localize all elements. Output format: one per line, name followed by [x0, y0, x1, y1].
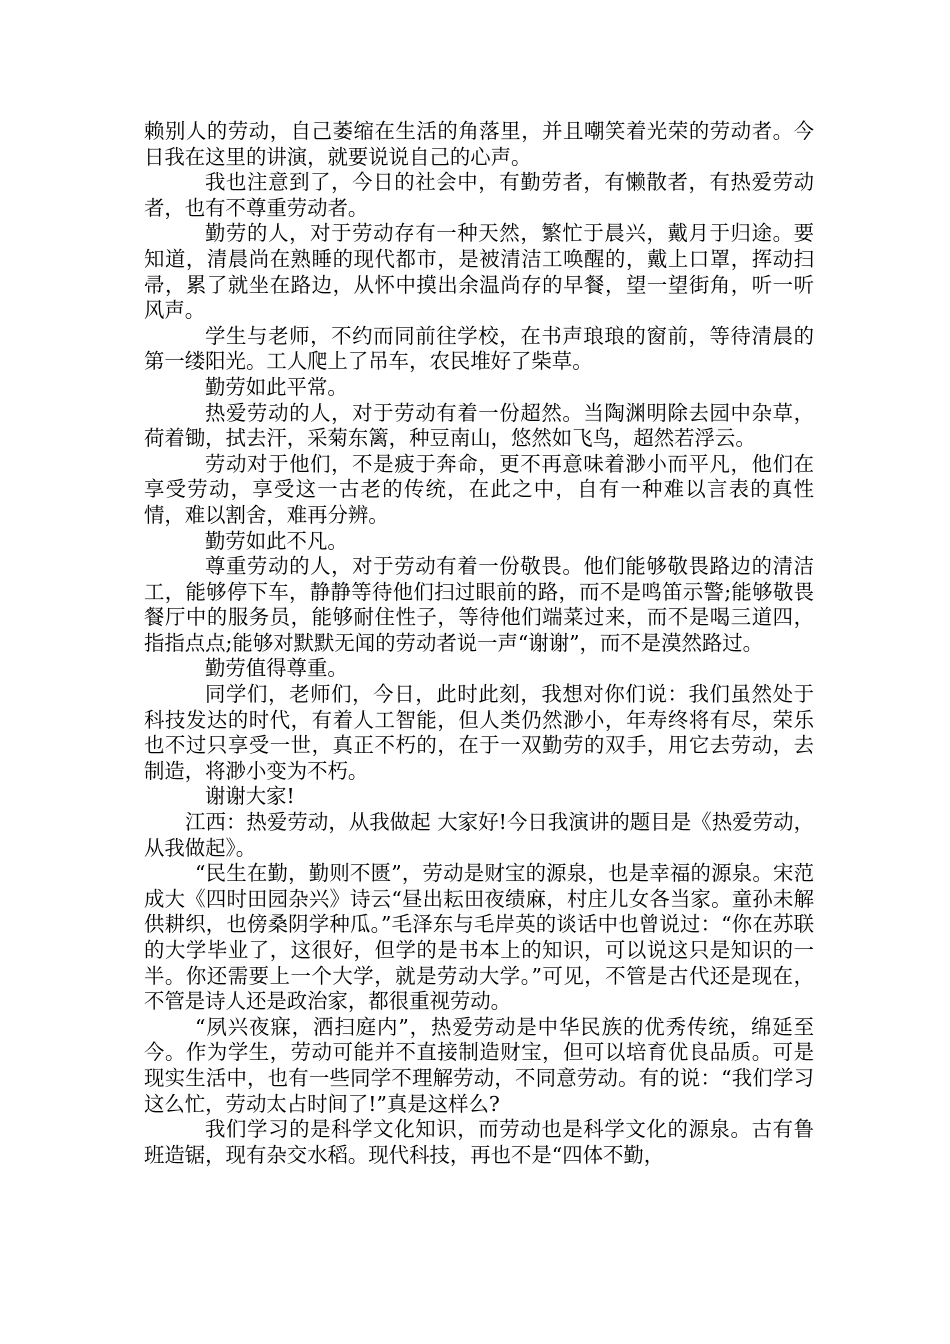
paragraph-10: 勤劳值得尊重。: [205, 656, 348, 681]
paragraph-9: 尊重劳动的人，对于劳动有着一份敬畏。他们能够敬畏路边的清洁工，能够停下车，静静等待他们扫过眼前的路，而不是鸣笛示警;能够敬畏餐厅中的服务员，能够耐住性子，等待他们端菜过来，而不是喝三道四，指指点点;能够对默默无闻的劳动者说一声“谢谢”，而不是漠然路过。: [144, 554, 814, 655]
paragraph-3: 勤劳的人，对于劳动存有一种天然，繁忙于晨兴，戴月于归途。要知道，清晨尚在熟睡的现代都市，是被清洁工唤醒的，戴上口罩，挥动扫帚，累了就坐在路边，从怀中摸出余温尚存的早餐，望一望街角，听一听风声。: [144, 221, 814, 323]
paragraph-12: 谢谢大家!: [205, 784, 295, 809]
paragraph-1: 赖别人的劳动，自己萎缩在生活的角落里，并且嘲笑着光荣的劳动者。今日我在这里的讲演，就要说说自己的心声。: [144, 119, 814, 169]
paragraph-6: 热爱劳动的人，对于劳动有着一份超然。当陶渊明除去园中杂草，荷着锄，拭去汗，采菊东篱，种豆南山，悠然如飞鸟，超然若浮云。: [144, 400, 814, 451]
paragraph-13: 江西：热爱劳动，从我做起 大家好!今日我演讲的题目是《热爱劳动，从我做起》。: [144, 810, 814, 860]
paragraph-14: “民生在勤，勤则不匮”，劳动是财宝的源泉，也是幸福的源泉。宋范成大《四时田园杂兴》诗云“昼出耘田夜绩麻，村庄儿女各当家。童孙未解供耕织，也傍桑阴学种瓜。”毛泽东与毛岸英的谈话中也曾说过：“你在苏联的大学毕业了，这很好，但学的是书本上的知识，可以说这只是知识的一半。你还需要上一个大学，就是劳动大学。”可见，不管是古代还是现在，不管是诗人还是政治家，都很重视劳动。: [144, 861, 814, 1014]
paragraph-8: 勤劳如此不凡。: [205, 528, 348, 553]
paragraph-7: 劳动对于他们，不是疲于奔命，更不再意味着渺小而平凡，他们在享受劳动，享受这一古老的传统，在此之中，自有一种难以言表的真性情，难以割舍，难再分辨。: [144, 451, 814, 527]
paragraph-16: 我们学习的是科学文化知识，而劳动也是科学文化的源泉。古有鲁班造锯，现有杂交水稻。现代科技，再也不是“四体不勤，: [144, 1117, 814, 1167]
paragraph-4: 学生与老师，不约而同前往学校，在书声琅琅的窗前，等待清晨的第一缕阳光。工人爬上了吊车，农民堆好了柴草。: [144, 323, 814, 374]
paragraph-15: “夙兴夜寐，洒扫庭内”，热爱劳动是中华民族的优秀传统，绵延至今。作为学生，劳动可能并不直接制造财宝，但可以培育优良品质。可是现实生活中，也有一些同学不理解劳动，不同意劳动。有的说：“我们学习这么忙，劳动太占时间了!”真是这样么?: [144, 1014, 814, 1116]
paragraph-2: 我也注意到了，今日的社会中，有勤劳者，有懒散者，有热爱劳动者，也有不尊重劳动者。: [144, 170, 814, 220]
paragraph-11: 同学们，老师们，今日，此时此刻，我想对你们说：我们虽然处于科技发达的时代，有着人工智能，但人类仍然渺小，年寿终将有尽，荣乐也不过只享受一世，真正不朽的，在于一双勤劳的双手，用它去劳动，去制造，将渺小变为不朽。: [144, 682, 814, 783]
document-page: [144, 119, 814, 1168]
paragraph-5: 勤劳如此平常。: [205, 374, 348, 399]
